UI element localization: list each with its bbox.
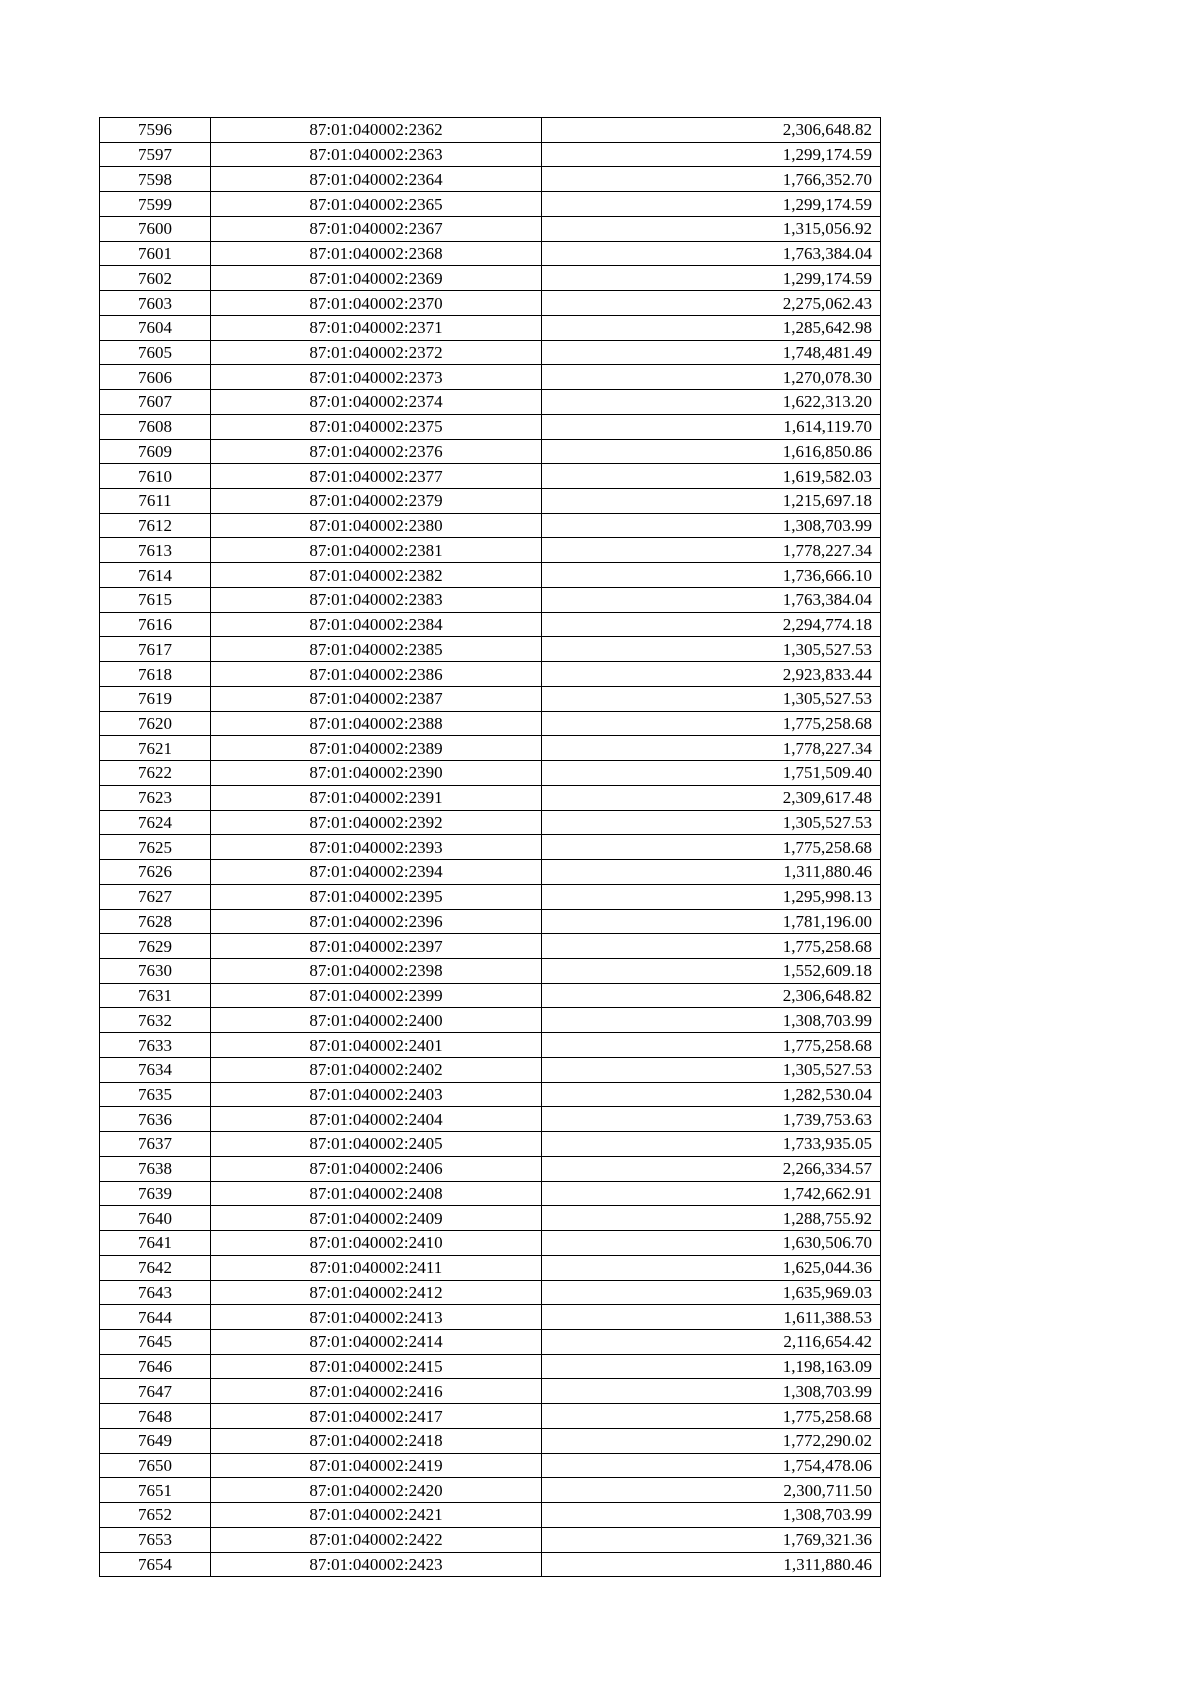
cadastral-number-cell: 87:01:040002:2421 [211, 1503, 542, 1528]
cadastral-number-cell: 87:01:040002:2382 [211, 563, 542, 588]
cadastral-value-cell: 2,923,833.44 [542, 662, 881, 687]
row-number-cell: 7653 [100, 1527, 211, 1552]
cadastral-number-cell: 87:01:040002:2384 [211, 612, 542, 637]
row-number-cell: 7634 [100, 1057, 211, 1082]
cadastral-value-cell: 1,311,880.46 [542, 860, 881, 885]
row-number-cell: 7605 [100, 340, 211, 365]
cadastral-value-cell: 1,305,527.53 [542, 810, 881, 835]
cadastral-number-cell: 87:01:040002:2383 [211, 587, 542, 612]
row-number-cell: 7599 [100, 192, 211, 217]
table-row [100, 1255, 881, 1280]
cadastral-value-cell: 1,305,527.53 [542, 686, 881, 711]
table-row [100, 1033, 881, 1058]
cadastral-number-cell: 87:01:040002:2370 [211, 291, 542, 316]
table-row [100, 118, 881, 143]
row-number-cell: 7628 [100, 909, 211, 934]
table-row [100, 1181, 881, 1206]
table-row [100, 315, 881, 340]
row-number-cell: 7606 [100, 365, 211, 390]
table-row [100, 662, 881, 687]
row-number-cell: 7609 [100, 439, 211, 464]
cadastral-value-cell: 1,305,527.53 [542, 1057, 881, 1082]
cadastral-number-cell: 87:01:040002:2415 [211, 1354, 542, 1379]
cadastral-number-cell: 87:01:040002:2362 [211, 118, 542, 143]
row-number-cell: 7608 [100, 414, 211, 439]
cadastral-value-cell: 2,306,648.82 [542, 983, 881, 1008]
cadastral-value-cell: 1,775,258.68 [542, 934, 881, 959]
cadastral-number-cell: 87:01:040002:2413 [211, 1305, 542, 1330]
cadastral-number-cell: 87:01:040002:2390 [211, 761, 542, 786]
row-number-cell: 7617 [100, 637, 211, 662]
cadastral-value-cell: 1,552,609.18 [542, 958, 881, 983]
cadastral-value-cell: 1,315,056.92 [542, 216, 881, 241]
cadastral-number-cell: 87:01:040002:2377 [211, 464, 542, 489]
cadastral-value-cell: 1,772,290.02 [542, 1428, 881, 1453]
cadastral-number-cell: 87:01:040002:2369 [211, 266, 542, 291]
table-row [100, 860, 881, 885]
table-row [100, 414, 881, 439]
table-row [100, 1354, 881, 1379]
row-number-cell: 7641 [100, 1231, 211, 1256]
row-number-cell: 7626 [100, 860, 211, 885]
row-number-cell: 7625 [100, 835, 211, 860]
table-row [100, 1379, 881, 1404]
row-number-cell: 7604 [100, 315, 211, 340]
cadastral-number-cell: 87:01:040002:2400 [211, 1008, 542, 1033]
cadastral-number-cell: 87:01:040002:2381 [211, 538, 542, 563]
cadastral-value-cell: 1,739,753.63 [542, 1107, 881, 1132]
row-number-cell: 7651 [100, 1478, 211, 1503]
row-number-cell: 7621 [100, 736, 211, 761]
row-number-cell: 7639 [100, 1181, 211, 1206]
row-number-cell: 7611 [100, 489, 211, 514]
cadastral-value-cell: 1,270,078.30 [542, 365, 881, 390]
cadastral-number-cell: 87:01:040002:2408 [211, 1181, 542, 1206]
table-row [100, 1231, 881, 1256]
table-row [100, 390, 881, 415]
table-row [100, 1008, 881, 1033]
table-row [100, 365, 881, 390]
cadastral-number-cell: 87:01:040002:2380 [211, 513, 542, 538]
cadastral-value-cell: 1,754,478.06 [542, 1453, 881, 1478]
cadastral-number-cell: 87:01:040002:2423 [211, 1552, 542, 1577]
cadastral-value-cell: 1,736,666.10 [542, 563, 881, 588]
cadastral-number-cell: 87:01:040002:2398 [211, 958, 542, 983]
cadastral-number-cell: 87:01:040002:2373 [211, 365, 542, 390]
table-row [100, 340, 881, 365]
cadastral-value-cell: 2,294,774.18 [542, 612, 881, 637]
cadastral-value-cell: 1,775,258.68 [542, 711, 881, 736]
cadastral-value-cell: 1,625,044.36 [542, 1255, 881, 1280]
table-row [100, 711, 881, 736]
cadastral-value-cell: 1,611,388.53 [542, 1305, 881, 1330]
table-row [100, 1206, 881, 1231]
cadastral-value-cell: 1,299,174.59 [542, 142, 881, 167]
row-number-cell: 7648 [100, 1404, 211, 1429]
cadastral-value-cell: 1,775,258.68 [542, 1033, 881, 1058]
row-number-cell: 7635 [100, 1082, 211, 1107]
cadastral-value-cell: 1,751,509.40 [542, 761, 881, 786]
cadastral-number-cell: 87:01:040002:2405 [211, 1132, 542, 1157]
cadastral-number-cell: 87:01:040002:2422 [211, 1527, 542, 1552]
row-number-cell: 7642 [100, 1255, 211, 1280]
cadastral-number-cell: 87:01:040002:2364 [211, 167, 542, 192]
table-row [100, 686, 881, 711]
cadastral-value-cell: 1,308,703.99 [542, 1503, 881, 1528]
table-row [100, 1478, 881, 1503]
row-number-cell: 7649 [100, 1428, 211, 1453]
cadastral-value-cell: 1,748,481.49 [542, 340, 881, 365]
cadastral-number-cell: 87:01:040002:2363 [211, 142, 542, 167]
row-number-cell: 7631 [100, 983, 211, 1008]
table-row [100, 538, 881, 563]
cadastral-value-cell: 1,619,582.03 [542, 464, 881, 489]
cadastral-value-cell: 1,778,227.34 [542, 538, 881, 563]
table-row [100, 884, 881, 909]
row-number-cell: 7627 [100, 884, 211, 909]
cadastral-value-cell: 1,198,163.09 [542, 1354, 881, 1379]
cadastral-number-cell: 87:01:040002:2372 [211, 340, 542, 365]
cadastral-value-cell: 1,763,384.04 [542, 587, 881, 612]
cadastral-number-cell: 87:01:040002:2406 [211, 1156, 542, 1181]
cadastral-number-cell: 87:01:040002:2371 [211, 315, 542, 340]
cadastral-number-cell: 87:01:040002:2410 [211, 1231, 542, 1256]
table-row [100, 934, 881, 959]
cadastral-number-cell: 87:01:040002:2395 [211, 884, 542, 909]
table-row [100, 1503, 881, 1528]
cadastral-number-cell: 87:01:040002:2403 [211, 1082, 542, 1107]
row-number-cell: 7640 [100, 1206, 211, 1231]
row-number-cell: 7645 [100, 1329, 211, 1354]
table-row [100, 142, 881, 167]
cadastral-number-cell: 87:01:040002:2418 [211, 1428, 542, 1453]
cadastral-number-cell: 87:01:040002:2396 [211, 909, 542, 934]
cadastral-number-cell: 87:01:040002:2420 [211, 1478, 542, 1503]
row-number-cell: 7644 [100, 1305, 211, 1330]
cadastral-value-cell: 1,775,258.68 [542, 835, 881, 860]
row-number-cell: 7610 [100, 464, 211, 489]
table-row [100, 637, 881, 662]
row-number-cell: 7618 [100, 662, 211, 687]
cadastral-number-cell: 87:01:040002:2411 [211, 1255, 542, 1280]
table-row [100, 464, 881, 489]
cadastral-value-cell: 2,300,711.50 [542, 1478, 881, 1503]
table-row [100, 612, 881, 637]
cadastral-number-cell: 87:01:040002:2401 [211, 1033, 542, 1058]
row-number-cell: 7632 [100, 1008, 211, 1033]
cadastral-number-cell: 87:01:040002:2404 [211, 1107, 542, 1132]
table-row [100, 1082, 881, 1107]
table-row [100, 1428, 881, 1453]
cadastral-number-cell: 87:01:040002:2397 [211, 934, 542, 959]
cadastral-number-cell: 87:01:040002:2386 [211, 662, 542, 687]
row-number-cell: 7650 [100, 1453, 211, 1478]
cadastral-number-cell: 87:01:040002:2394 [211, 860, 542, 885]
cadastral-value-cell: 1,215,697.18 [542, 489, 881, 514]
table-row [100, 513, 881, 538]
row-number-cell: 7603 [100, 291, 211, 316]
cadastral-number-cell: 87:01:040002:2399 [211, 983, 542, 1008]
table-row [100, 958, 881, 983]
table-row [100, 1552, 881, 1577]
cadastral-value-cell: 2,309,617.48 [542, 785, 881, 810]
table-row [100, 439, 881, 464]
row-number-cell: 7652 [100, 1503, 211, 1528]
table-row [100, 1156, 881, 1181]
row-number-cell: 7607 [100, 390, 211, 415]
row-number-cell: 7624 [100, 810, 211, 835]
table-row [100, 909, 881, 934]
row-number-cell: 7598 [100, 167, 211, 192]
cadastral-value-cell: 1,781,196.00 [542, 909, 881, 934]
table-row [100, 563, 881, 588]
cadastral-number-cell: 87:01:040002:2368 [211, 241, 542, 266]
row-number-cell: 7619 [100, 686, 211, 711]
cadastral-value-cell: 1,733,935.05 [542, 1132, 881, 1157]
row-number-cell: 7622 [100, 761, 211, 786]
cadastral-value-cell: 1,763,384.04 [542, 241, 881, 266]
cadastral-number-cell: 87:01:040002:2379 [211, 489, 542, 514]
cadastral-number-cell: 87:01:040002:2419 [211, 1453, 542, 1478]
table-row [100, 1280, 881, 1305]
table-row [100, 1132, 881, 1157]
cadastral-number-cell: 87:01:040002:2417 [211, 1404, 542, 1429]
row-number-cell: 7629 [100, 934, 211, 959]
cadastral-number-cell: 87:01:040002:2409 [211, 1206, 542, 1231]
table-row [100, 1057, 881, 1082]
cadastral-value-cell: 1,308,703.99 [542, 513, 881, 538]
row-number-cell: 7647 [100, 1379, 211, 1404]
cadastral-value-cell: 1,295,998.13 [542, 884, 881, 909]
cadastral-value-cell: 1,778,227.34 [542, 736, 881, 761]
cadastral-number-cell: 87:01:040002:2389 [211, 736, 542, 761]
table-row [100, 1305, 881, 1330]
cadastral-value-cell: 2,275,062.43 [542, 291, 881, 316]
cadastral-number-cell: 87:01:040002:2374 [211, 390, 542, 415]
table-row [100, 835, 881, 860]
row-number-cell: 7596 [100, 118, 211, 143]
cadastral-value-cell: 1,622,313.20 [542, 390, 881, 415]
table-row [100, 167, 881, 192]
cadastral-number-cell: 87:01:040002:2392 [211, 810, 542, 835]
row-number-cell: 7638 [100, 1156, 211, 1181]
row-number-cell: 7623 [100, 785, 211, 810]
table-row [100, 587, 881, 612]
table-row [100, 810, 881, 835]
table-row [100, 241, 881, 266]
cadastral-number-cell: 87:01:040002:2376 [211, 439, 542, 464]
cadastral-value-cell: 1,311,880.46 [542, 1552, 881, 1577]
row-number-cell: 7613 [100, 538, 211, 563]
cadastral-value-table [99, 117, 881, 1577]
row-number-cell: 7597 [100, 142, 211, 167]
row-number-cell: 7636 [100, 1107, 211, 1132]
cadastral-number-cell: 87:01:040002:2416 [211, 1379, 542, 1404]
row-number-cell: 7637 [100, 1132, 211, 1157]
row-number-cell: 7600 [100, 216, 211, 241]
table-row [100, 192, 881, 217]
table-row [100, 1329, 881, 1354]
cadastral-number-cell: 87:01:040002:2365 [211, 192, 542, 217]
cadastral-value-cell: 1,299,174.59 [542, 192, 881, 217]
table-row [100, 761, 881, 786]
table-row [100, 291, 881, 316]
cadastral-value-cell: 1,308,703.99 [542, 1008, 881, 1033]
cadastral-number-cell: 87:01:040002:2414 [211, 1329, 542, 1354]
table-row [100, 1107, 881, 1132]
table-row [100, 785, 881, 810]
table-row [100, 266, 881, 291]
cadastral-number-cell: 87:01:040002:2412 [211, 1280, 542, 1305]
row-number-cell: 7620 [100, 711, 211, 736]
row-number-cell: 7614 [100, 563, 211, 588]
cadastral-value-cell: 1,769,321.36 [542, 1527, 881, 1552]
row-number-cell: 7630 [100, 958, 211, 983]
row-number-cell: 7602 [100, 266, 211, 291]
cadastral-value-cell: 1,775,258.68 [542, 1404, 881, 1429]
table-row [100, 983, 881, 1008]
cadastral-value-cell: 1,299,174.59 [542, 266, 881, 291]
cadastral-value-cell: 1,288,755.92 [542, 1206, 881, 1231]
row-number-cell: 7633 [100, 1033, 211, 1058]
table-row [100, 736, 881, 761]
row-number-cell: 7646 [100, 1354, 211, 1379]
cadastral-value-cell: 1,616,850.86 [542, 439, 881, 464]
cadastral-value-cell: 1,305,527.53 [542, 637, 881, 662]
row-number-cell: 7654 [100, 1552, 211, 1577]
cadastral-value-cell: 2,116,654.42 [542, 1329, 881, 1354]
cadastral-value-cell: 1,282,530.04 [542, 1082, 881, 1107]
cadastral-value-cell: 1,614,119.70 [542, 414, 881, 439]
table-row [100, 1404, 881, 1429]
cadastral-value-cell: 1,630,506.70 [542, 1231, 881, 1256]
row-number-cell: 7643 [100, 1280, 211, 1305]
table-row [100, 216, 881, 241]
cadastral-number-cell: 87:01:040002:2402 [211, 1057, 542, 1082]
table-row [100, 489, 881, 514]
row-number-cell: 7601 [100, 241, 211, 266]
table-body [100, 118, 881, 1577]
cadastral-value-cell: 2,266,334.57 [542, 1156, 881, 1181]
cadastral-number-cell: 87:01:040002:2375 [211, 414, 542, 439]
cadastral-number-cell: 87:01:040002:2385 [211, 637, 542, 662]
cadastral-number-cell: 87:01:040002:2367 [211, 216, 542, 241]
cadastral-value-cell: 2,306,648.82 [542, 118, 881, 143]
cadastral-number-cell: 87:01:040002:2388 [211, 711, 542, 736]
cadastral-value-cell: 1,285,642.98 [542, 315, 881, 340]
table-row [100, 1453, 881, 1478]
cadastral-value-cell: 1,766,352.70 [542, 167, 881, 192]
table-row [100, 1527, 881, 1552]
row-number-cell: 7612 [100, 513, 211, 538]
cadastral-value-cell: 1,635,969.03 [542, 1280, 881, 1305]
row-number-cell: 7616 [100, 612, 211, 637]
cadastral-number-cell: 87:01:040002:2387 [211, 686, 542, 711]
cadastral-number-cell: 87:01:040002:2393 [211, 835, 542, 860]
row-number-cell: 7615 [100, 587, 211, 612]
cadastral-value-cell: 1,742,662.91 [542, 1181, 881, 1206]
cadastral-number-cell: 87:01:040002:2391 [211, 785, 542, 810]
cadastral-value-cell: 1,308,703.99 [542, 1379, 881, 1404]
